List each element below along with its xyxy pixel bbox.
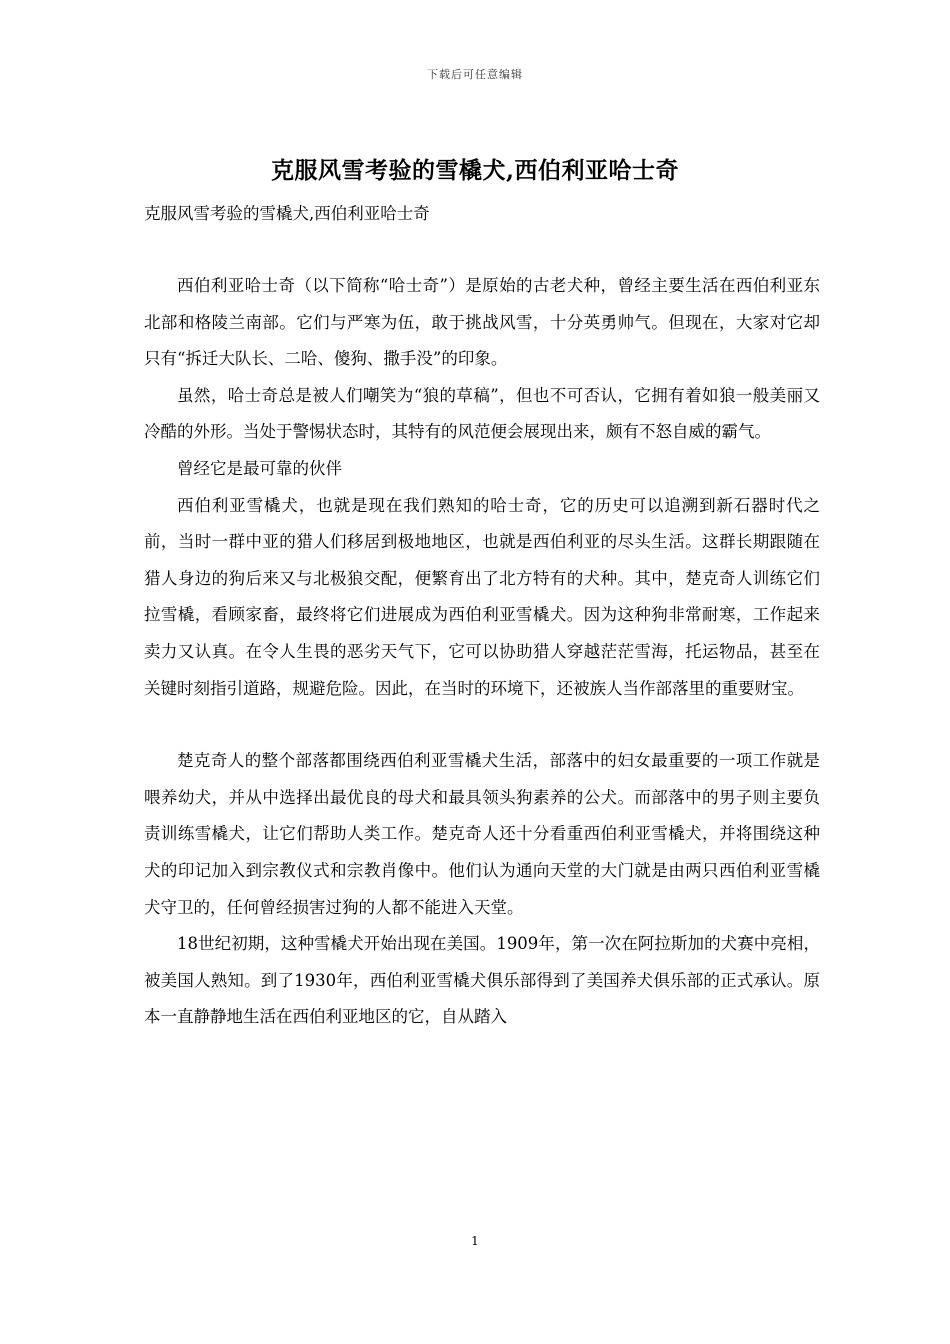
paragraph-history: 西伯利亚雪橇犬，也就是现在我们熟知的哈士奇，它的历史可以追溯到新石器时代之前，当时一群中亚的猎人们移居到极地地区，也就是西伯利亚的尽头生活。这群长期跟随在猎人身边的狗后来又与北极狼交配，便繁育出了北方特有的犬种。其中，楚克奇人训练它们拉雪橇，看顾家畜，最终将它们进展成为西伯利亚雪橇犬。因为这种狗非常耐寒，工作起来卖力又认真。在令人生畏的恶劣天气下，它可以协助猎人穿越茫茫雪海，托运物品，甚至在关键时刻指引道路，规避危险。因此，在当时的环境下，还被族人当作部落里的重要财宝。: [144, 495, 820, 698]
document-body: [144, 268, 820, 1036]
section-heading: 曾经它是最可靠的伙伴: [177, 458, 342, 478]
document-subtitle: 克服风雪考验的雪橇犬,西伯利亚哈士奇: [144, 204, 430, 223]
paragraph-appearance: 虽然，哈士奇总是被人们嘲笑为“狼的草稿”，但也不可否认，它拥有着如狼一般美丽又冷酷的外形。当处于警惕状态时，其特有的风范便会展现出来，颇有不怒自威的霸气。: [144, 385, 820, 442]
paragraph-chukchi: 楚克奇人的整个部落都围绕西伯利亚雪橇犬生活，部落中的妇女最重要的一项工作就是喂养幼犬，并从中选择出最优良的母犬和最具领头狗素养的公犬。而部落中的男子则主要负责训练雪橇犬，让它们帮助人类工作。楚克奇人还十分看重西伯利亚雪橇犬，并将围绕这种犬的印记加入到宗教仪式和宗教肖像中。他们认为通向天堂的大门就是由两只西伯利亚雪橇犬守卫的，任何曾经损害过狗的人都不能进入天堂。: [144, 751, 820, 917]
page-number: 1: [471, 1234, 479, 1248]
document-title: 克服风雪考验的雪橇犬,西伯利亚哈士奇: [270, 157, 679, 184]
paragraph-spacer: [144, 707, 820, 743]
paragraph-america: 18世纪初期，这种雪橇犬开始出现在美国。1909年，第一次在阿拉斯加的犬赛中亮相，被美国人熟知。到了1930年，西伯利亚雪橇犬俱乐部得到了美国养犬俱乐部的正式承认。原本一直静静地生活在西伯利亚地区的它，自从踏入: [144, 934, 820, 1027]
header-note: 下载后可任意编辑: [427, 68, 523, 81]
paragraph-intro: 西伯利亚哈士奇（以下简称“哈士奇”）是原始的古老犬种，曾经主要生活在西伯利亚东北部和格陵兰南部。它们与严寒为伍，敢于挑战风雪，十分英勇帅气。但现在，大家对它却只有“拆迁大队长、二哈、傻狗、撒手没”的印象。: [144, 276, 820, 369]
